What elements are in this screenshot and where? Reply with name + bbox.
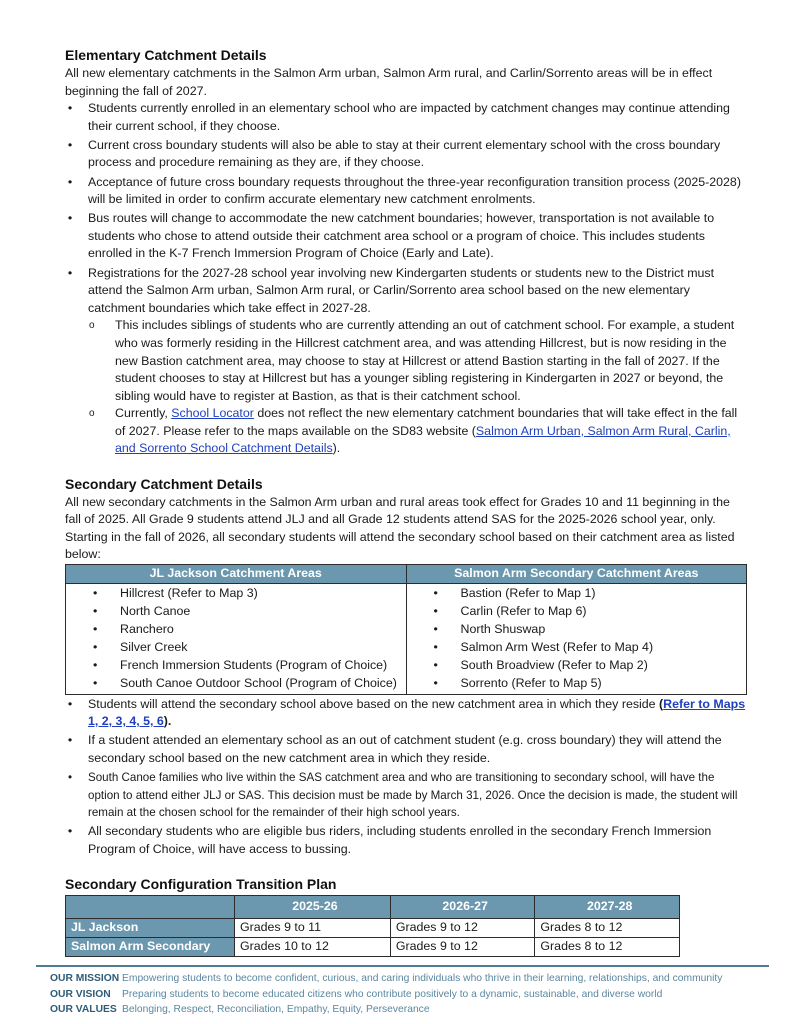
transition-plan-table — [65, 895, 680, 957]
values-label: OUR VALUES — [50, 1004, 117, 1015]
catchment-maps-link[interactable]: Salmon Arm Urban, Salmon Arm Rural, Carlin, and Sorrento School Catchment Details — [115, 423, 731, 456]
secondary-heading: Secondary Catchment Details — [65, 475, 263, 492]
bullet-icon: • — [67, 211, 73, 226]
vision-text: Preparing students to become educated citizens who contribute positively to a dynamic, sustainable, and diverse world — [122, 988, 663, 1000]
list-item: • South Canoe families who live within the SAS catchment area and who are transitioning to secondary school, will have the option to attend either JLJ or SAS. This decision must be made by March 31, 2026. Once the decision is made, the student will remain at the chosen school for the remainder of their high school years. — [65, 769, 747, 822]
document-page — [65, 46, 747, 957]
bullet-icon: • — [67, 137, 73, 152]
list-item: • Current cross boundary students will also be able to stay at their current elementary school with the cross boundary process and procedure remaining as they are, if they choose. — [65, 137, 747, 172]
bullet-icon: • — [67, 824, 73, 839]
year-header: 2026-27 — [390, 895, 535, 918]
table-row — [66, 583, 747, 694]
list-item: • Bus routes will change to accommodate the new catchment boundaries; however, transportation is not available to students who chose to attend outside their catchment area school or a program of choice. This includes students enrolled in the K-7 French Immersion Program of Choice (Early and Late). — [65, 210, 747, 263]
corner-header — [66, 895, 235, 918]
list-item: • All secondary students who are eligible bus riders, including students enrolled in the secondary French Immersion Program of Choice, will have access to bussing. — [65, 823, 747, 858]
spacer — [65, 860, 747, 875]
hollow-bullet-icon: o — [89, 408, 95, 420]
bullet-icon: • — [433, 657, 438, 672]
school-locator-link[interactable]: School Locator — [171, 406, 254, 421]
grades-cell: Grades 10 to 12 — [235, 937, 391, 956]
table-header-row — [66, 895, 680, 918]
list-item: • South Canoe Outdoor School (Program of Choice) — [66, 675, 406, 693]
bullet-icon: • — [433, 621, 438, 636]
vision-row — [50, 987, 722, 1003]
list-item: • Registrations for the 2027-28 school year involving new Kindergarten students or students new to the District must attend the Salmon Arm urban, Salmon Arm rural, or Carlin/Sorrento area school based on the new elementary catchment boundaries which take effect in 2027-28. o This includes siblings of students who are currently attending an out of catchment school. For example, a student who was formerly residing in the Hillcrest catchment area, and was attending Hillcrest, but is now residing in the new Bastion catchment area, may choose to stay at Hillcrest or attend Bastion starting in the fall of 2027. If the student chooses to stay at Hillcrest but has a younger sibling registering in Kindergarten in 2027 or beyond, the sibling would have to register at Bastion, as that is their catchment school. o Currently, School Locator does not reflect the new elementary catchment boundaries that will take effect in the fall of 2027. Please refer to the maps available on the SD83 website (Salmon Arm Urban, Salmon Arm Rural, Carlin, and Sorrento School Catchment Details). — [65, 265, 747, 459]
secondary-intro: All new secondary catchments in the Salmon Arm urban and rural areas took effect for Grades 10 and 11 beginning in the fall of 2025. All Grade 9 students attend JLJ and all Grade 12 students attend SAS for the 2025-2026 school year, only. Starting in the fall of 2026, all secondary students will attend the secondary school based on their catchment area as listed below: — [65, 494, 735, 562]
refer-to-maps-link[interactable]: Refer to Maps 1, 2, 3, 4, 5, 6 — [88, 696, 746, 729]
list-item: • Silver Creek — [66, 639, 406, 657]
list-item: • Acceptance of future cross boundary requests throughout the three-year reconfiguration transition process (2025-2028) will be limited in order to confirm accurate elementary new catchment enrolments. — [65, 174, 747, 209]
bullet-icon: • — [93, 621, 98, 636]
jlj-column-header: JL Jackson Catchment Areas — [66, 564, 407, 583]
grades-cell: Grades 9 to 12 — [390, 937, 535, 956]
list-item: • Ranchero — [66, 621, 406, 639]
footer-divider — [36, 965, 769, 967]
bullet-icon: • — [93, 603, 98, 618]
list-item: • Bastion (Refer to Map 1) — [407, 585, 747, 603]
list-item: • Hillcrest (Refer to Map 3) — [66, 585, 406, 603]
grades-cell: Grades 9 to 12 — [390, 918, 535, 937]
grades-cell: Grades 9 to 11 — [235, 918, 391, 937]
bullet-icon: • — [93, 657, 98, 672]
table-header-row — [66, 564, 747, 583]
elementary-heading: Elementary Catchment Details — [65, 47, 267, 63]
spacer — [65, 460, 747, 475]
grades-cell: Grades 8 to 12 — [535, 918, 680, 937]
list-item: • French Immersion Students (Program of Choice) — [66, 657, 406, 675]
table-row — [66, 918, 680, 937]
bullet-icon: • — [67, 174, 73, 189]
year-header: 2027-28 — [535, 895, 680, 918]
list-item: • Carlin (Refer to Map 6) — [407, 603, 747, 621]
elementary-section — [65, 46, 747, 458]
list-item: • Salmon Arm West (Refer to Map 4) — [407, 639, 747, 657]
bullet-icon: • — [67, 265, 73, 280]
bullet-icon: • — [93, 585, 98, 600]
list-item: • South Broadview (Refer to Map 2) — [407, 657, 747, 675]
registration-sub-bullets — [65, 317, 747, 458]
year-header: 2025-26 — [235, 895, 391, 918]
grades-cell: Grades 8 to 12 — [535, 937, 680, 956]
list-item: • Sorrento (Refer to Map 5) — [407, 675, 747, 693]
bullet-icon: • — [67, 770, 73, 784]
bullet-icon: • — [67, 101, 73, 116]
elementary-bullets — [65, 100, 747, 458]
list-item: • If a student attended an elementary school as an out of catchment student (e.g. cross boundary) they will attend the secondary school based on the new catchment area in which they reside. — [65, 732, 747, 767]
bullet-icon: • — [433, 639, 438, 654]
bullet-icon: • — [67, 733, 73, 748]
school-name-cell: JL Jackson — [66, 918, 235, 937]
sub-list-item: o Currently, School Locator does not reflect the new elementary catchment boundaries that will take effect in the fall of 2027. Please refer to the maps available on the SD83 website (Salmon Arm Urban, Salmon Arm Rural, Carlin, and Sorrento School Catchment Details). — [89, 406, 738, 456]
elementary-intro: All new elementary catchments in the Salmon Arm urban, Salmon Arm rural, and Carlin/Sorrento areas will be in effect beginning the fall of 2027. — [65, 66, 713, 98]
transition-heading: Secondary Configuration Transition Plan — [65, 875, 337, 892]
mission-row — [50, 971, 722, 987]
secondary-section — [65, 475, 747, 859]
bullet-icon: • — [93, 675, 98, 690]
mission-text: Empowering students to become confident, curious, and caring individuals who thrive in their learning, relationships, and community — [122, 973, 723, 984]
secondary-bullets — [65, 696, 747, 859]
mission-label: OUR MISSION — [50, 973, 120, 984]
values-text: Belonging, Respect, Reconciliation, Empathy, Equity, Perseverance — [122, 1004, 430, 1015]
list-item: • North Shuswap — [407, 621, 747, 639]
sub-list-item: o This includes siblings of students who are currently attending an out of catchment school. For example, a student who was formerly residing in the Hillcrest catchment area, and was attending Hillcrest, but is now residing in the new Bastion catchment area, may choose to stay at Hillcrest or attend Bastion starting in the fall of 2027. If the student chooses to stay at Hillcrest but has a younger sibling registering in Kindergarten in 2027 or beyond, the sibling would have to register at Bastion, as that is their catchment school. — [89, 318, 735, 403]
table-row — [66, 937, 680, 956]
vision-label: OUR VISION — [50, 988, 111, 1000]
footer — [50, 971, 722, 1018]
list-item: • North Canoe — [66, 603, 406, 621]
catchment-areas-table — [65, 564, 747, 695]
bullet-icon: • — [67, 696, 73, 711]
list-item: • Students will attend the secondary school above based on the new catchment area in which they reside (Refer to Maps 1, 2, 3, 4, 5, 6). — [65, 696, 747, 731]
jlj-areas-cell — [66, 583, 407, 694]
values-row — [50, 1002, 722, 1018]
school-name-cell: Salmon Arm Secondary — [66, 937, 235, 956]
bullet-icon: • — [93, 639, 98, 654]
bullet-icon: • — [433, 603, 438, 618]
list-item: • Students currently enrolled in an elementary school who are impacted by catchment changes may continue attending their current school, if they choose. — [65, 100, 747, 135]
sas-areas-cell — [406, 583, 747, 694]
sas-column-header: Salmon Arm Secondary Catchment Areas — [406, 564, 747, 583]
transition-section — [65, 875, 747, 957]
bullet-icon: • — [433, 675, 438, 690]
hollow-bullet-icon: o — [89, 320, 95, 332]
bullet-icon: • — [433, 585, 438, 600]
